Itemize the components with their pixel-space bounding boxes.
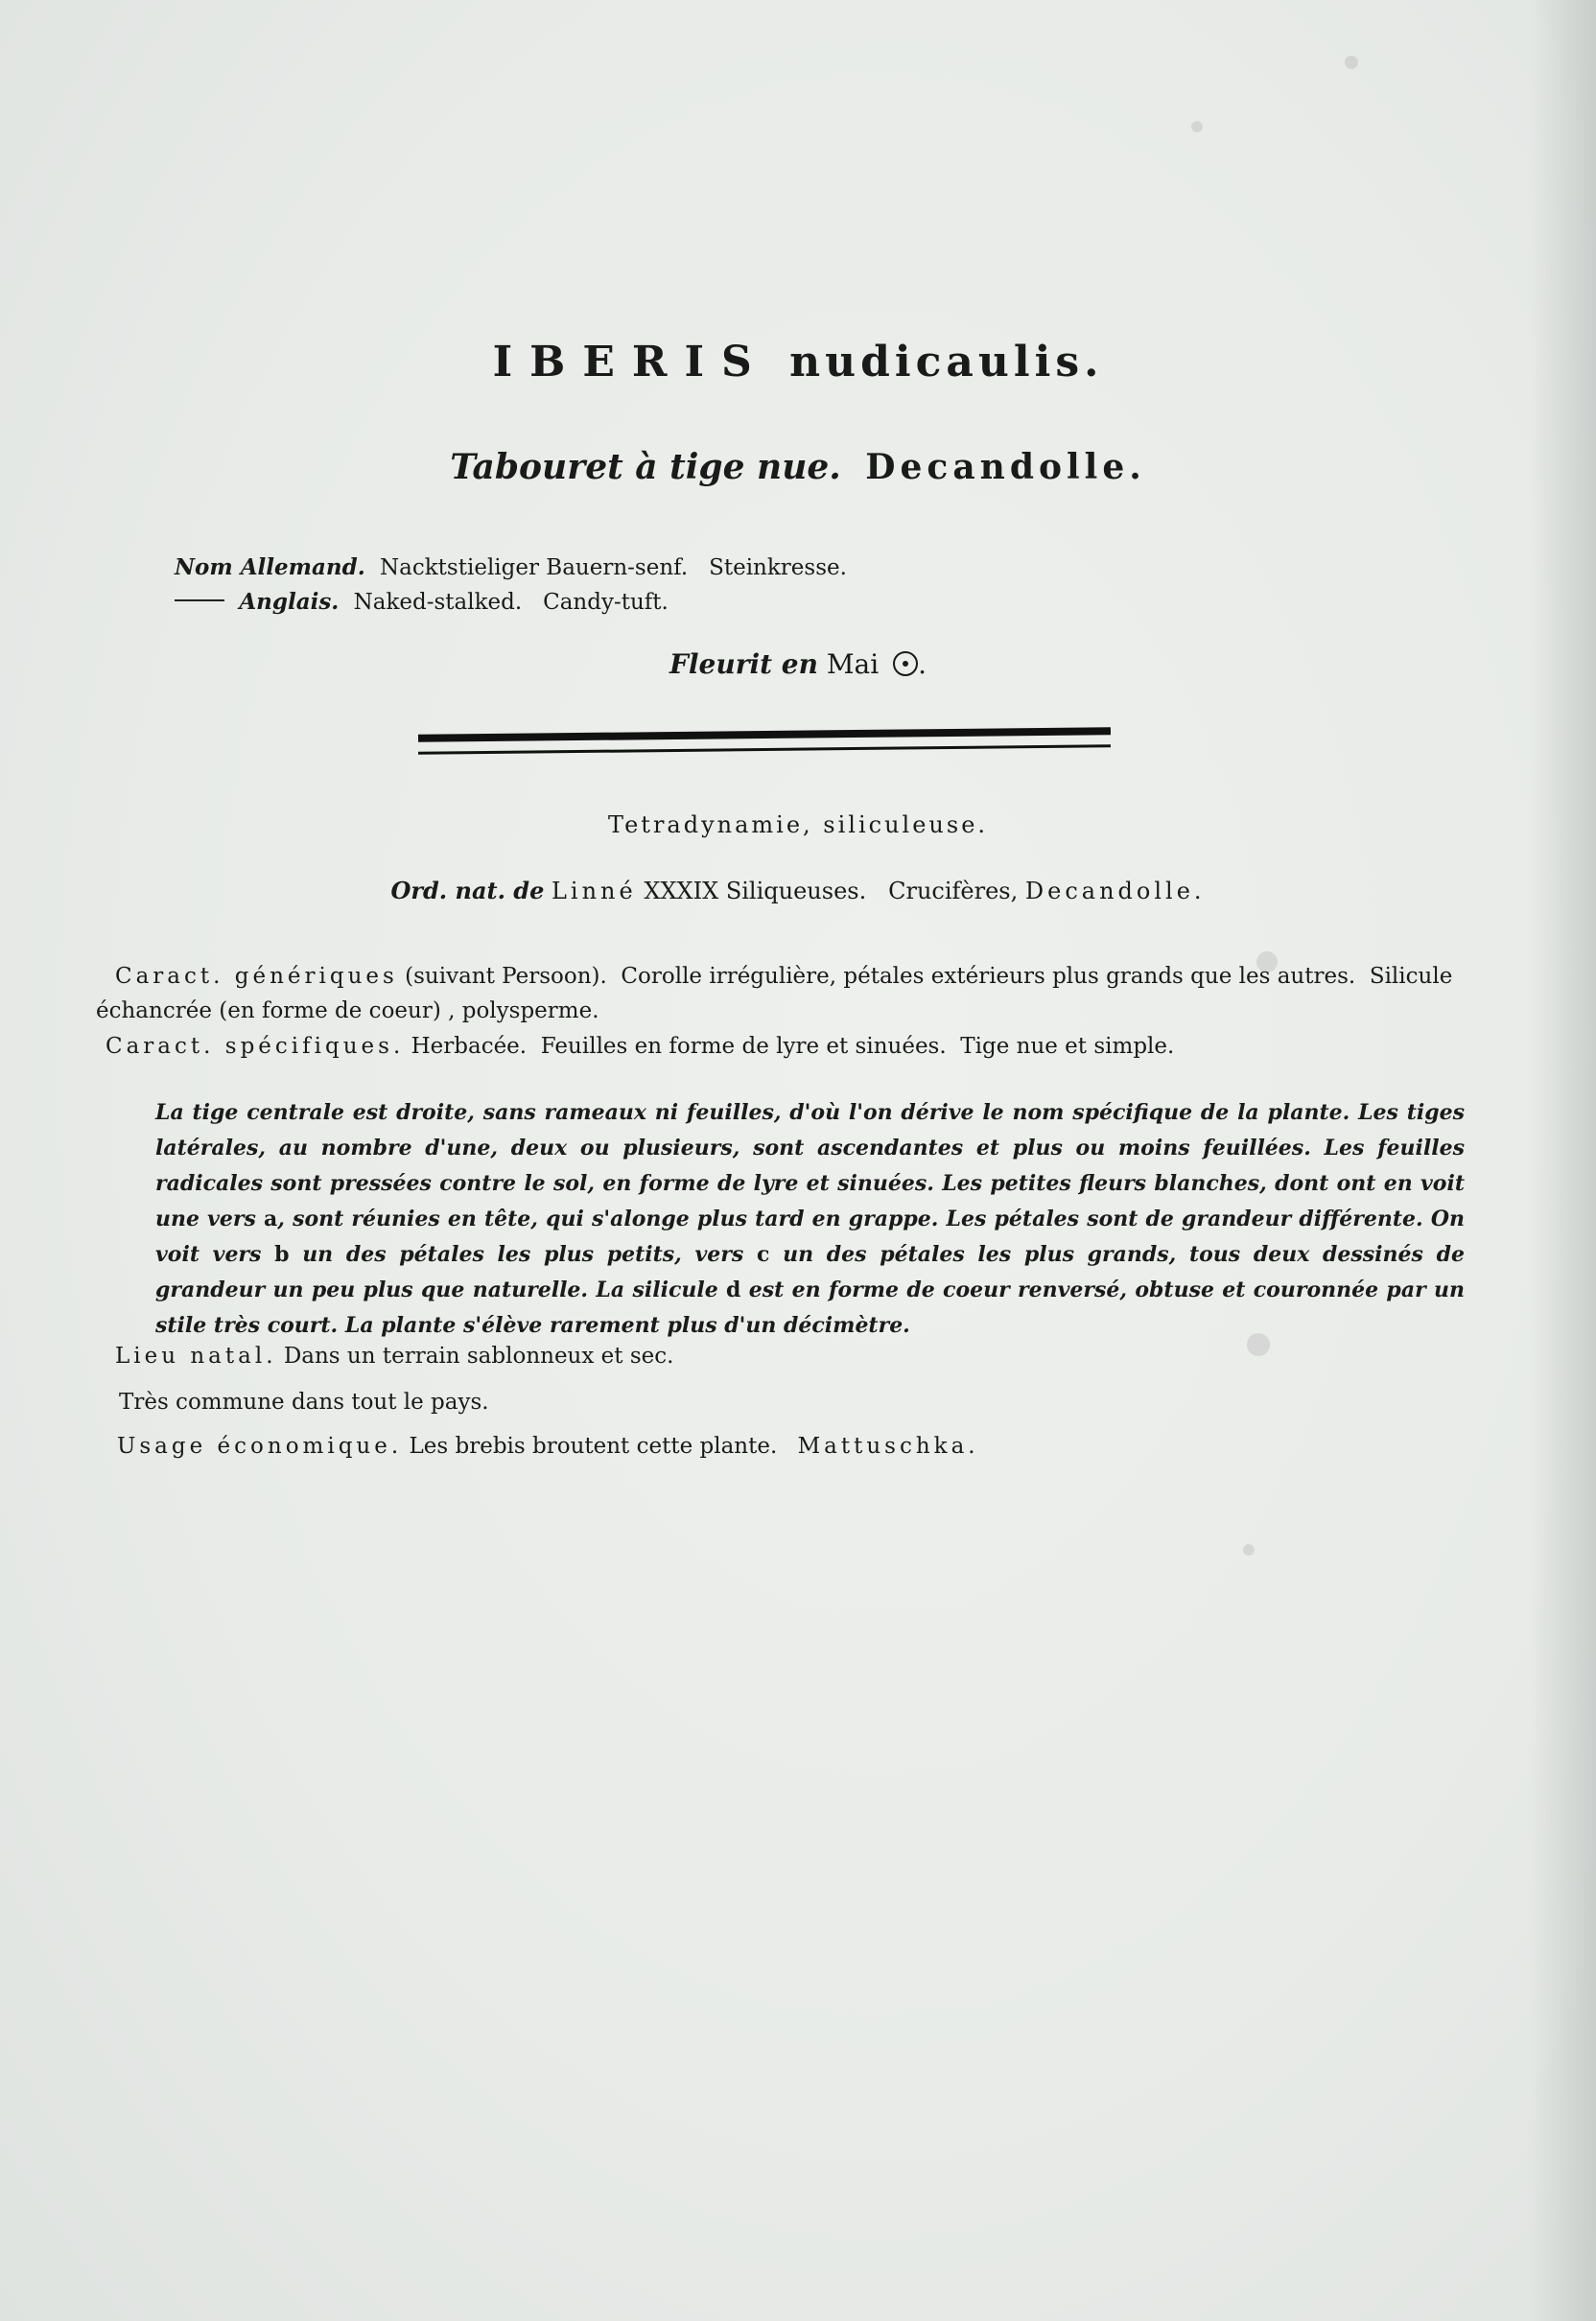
subtitle xyxy=(0,447,1596,487)
title-genus: IBERIS xyxy=(492,338,769,387)
page-title xyxy=(0,338,1596,387)
flowering-line: Fleurit en Mai . xyxy=(669,648,927,680)
usage xyxy=(117,1429,1479,1464)
specific-label: Caract. spécifiques. xyxy=(106,1034,405,1059)
specific-text: Herbacée. Feuilles en forme de lyre et sinuées. Tige nue et simple. xyxy=(411,1034,1175,1059)
french-name: Tabouret à tige nue. xyxy=(450,447,841,487)
habitat-label: Lieu natal. xyxy=(115,1344,277,1369)
divider-thick xyxy=(418,727,1111,742)
paper-speck xyxy=(1345,56,1358,69)
flowering-month: Mai xyxy=(826,648,880,680)
divider-thin xyxy=(418,744,1111,755)
english-label: Anglais. xyxy=(239,589,340,615)
english-name-row xyxy=(175,585,847,620)
usage-label: Usage économique. xyxy=(117,1434,403,1459)
linnaean-class: Tetradynamie, siliculeuse. xyxy=(607,811,989,838)
figure-letter-c: c xyxy=(756,1242,770,1267)
habitat-text: Dans un terrain sablonneux et sec. xyxy=(283,1344,674,1369)
usage-author: Mattuschka. xyxy=(797,1434,979,1459)
habitat xyxy=(115,1339,1477,1373)
description-part-2: , sont réunies en tête, qui s'alonge plus tard en grappe. Les pétales sont de grandeur différente. On voit vers xyxy=(155,1207,1465,1267)
title-species: nudicaulis. xyxy=(789,338,1104,387)
generic-text: (suivant Persoon). Corolle irrégulière, pétales extérieurs plus grands que les autres. Silicule échancrée (en forme de coeur) , polysperme. xyxy=(96,964,1460,1023)
generic-label: Caract. génériques xyxy=(115,964,398,989)
generic-characters xyxy=(96,959,1458,1028)
flowering-label: Fleurit en xyxy=(669,648,818,680)
german-name-row xyxy=(175,551,847,585)
description-part-5: est en forme de coeur renversé, obtuse et couronnée par un stile très court. La plante s'élève rarement plus d'un décimètre. xyxy=(155,1278,1465,1338)
german-value: Nacktstieliger Bauern-senf. Steinkresse. xyxy=(380,555,847,580)
author-name: Decandolle. xyxy=(865,447,1146,487)
description-part-3: un des pétales les plus petits, vers xyxy=(302,1242,744,1267)
figure-letter-d: d xyxy=(726,1278,741,1302)
annual-symbol-icon xyxy=(893,651,918,676)
english-value: Naked-stalked. Candy-tuft. xyxy=(353,590,669,615)
paper-speck xyxy=(1191,121,1203,132)
common-names xyxy=(175,551,847,620)
ord-author-2: Decandolle. xyxy=(1024,878,1206,904)
specific-characters xyxy=(106,1029,1467,1064)
german-label: Nom Allemand. xyxy=(175,554,365,580)
figure-letter-b: b xyxy=(274,1242,290,1267)
description-part-4: un des pétales les plus grands, tous deux dessinés de grandeur un peu plus que naturelle. La silicule xyxy=(155,1242,1465,1302)
plant-description xyxy=(155,1095,1465,1344)
ord-label: Ord. nat. de xyxy=(390,877,545,904)
ord-author: Linné xyxy=(551,878,637,904)
paper-speck xyxy=(1243,1544,1255,1556)
description-part-1: La tige centrale est droite, sans rameaux ni feuilles, d'où l'on dérive le nom spécifique de la plante. Les tiges latérales, au nombre d'une, deux ou plusieurs, sont ascendantes et plus ou moins feuillées. Les feuilles radicales sont pressées contre le sol, en forme de lyre et sinuées. Les petites fleurs blanches, dont ont en voit une vers xyxy=(155,1100,1465,1231)
natural-order xyxy=(0,877,1596,904)
usage-text: Les brebis broutent cette plante. xyxy=(409,1434,778,1459)
frequency: Très commune dans tout le pays. xyxy=(119,1390,489,1415)
ord-value: XXXIX Siliqueuses. Crucifères, xyxy=(644,878,1019,904)
figure-letter-a: a xyxy=(264,1207,278,1231)
ditto-dash xyxy=(175,599,224,601)
